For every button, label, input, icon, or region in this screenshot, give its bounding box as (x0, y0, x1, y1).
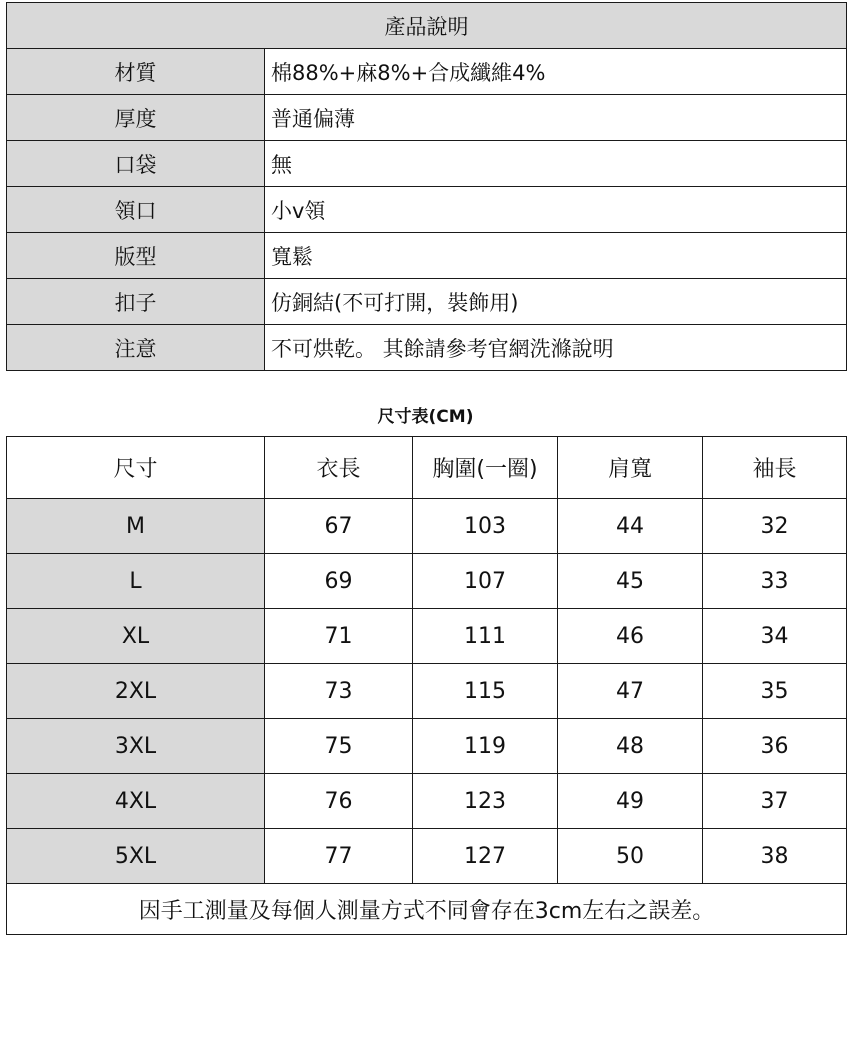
info-row-pocket (7, 141, 847, 187)
size-chart-note-row (7, 884, 847, 935)
info-row-collar (7, 187, 847, 233)
measurement-cell: 34 (703, 609, 847, 664)
measurement-cell: 103 (413, 499, 558, 554)
measurement-cell: 33 (703, 554, 847, 609)
measurement-cell: 37 (703, 774, 847, 829)
info-row-thickness (7, 95, 847, 141)
measurement-cell: 47 (558, 664, 703, 719)
table-row (7, 829, 847, 884)
size-label-cell: 2XL (7, 664, 265, 719)
product-info-title: 產品說明 (7, 3, 847, 49)
measurement-cell: 75 (265, 719, 413, 774)
measurement-cell: 115 (413, 664, 558, 719)
column-header-chest: 胸圍(一圈) (413, 437, 558, 499)
info-row-fit (7, 233, 847, 279)
size-label-cell: M (7, 499, 265, 554)
table-row (7, 499, 847, 554)
measurement-cell: 50 (558, 829, 703, 884)
measurement-cell: 76 (265, 774, 413, 829)
measurement-cell: 127 (413, 829, 558, 884)
measurement-cell: 71 (265, 609, 413, 664)
measurement-cell: 111 (413, 609, 558, 664)
info-value: 不可烘乾。 其餘請參考官網洗滌說明 (265, 325, 847, 371)
info-row-material (7, 49, 847, 95)
info-row-buttons (7, 279, 847, 325)
measurement-cell: 69 (265, 554, 413, 609)
size-label-cell: 5XL (7, 829, 265, 884)
table-row (7, 554, 847, 609)
info-value: 寬鬆 (265, 233, 847, 279)
product-info-table (6, 2, 847, 371)
table-row (7, 774, 847, 829)
size-chart-body (7, 499, 847, 884)
column-header-length: 衣長 (265, 437, 413, 499)
column-header-sleeve: 袖長 (703, 437, 847, 499)
measurement-cell: 48 (558, 719, 703, 774)
measurement-cell: 32 (703, 499, 847, 554)
info-label: 厚度 (7, 95, 265, 141)
info-row-notice (7, 325, 847, 371)
size-chart-header-row (7, 437, 847, 499)
info-value: 普通偏薄 (265, 95, 847, 141)
measurement-cell: 107 (413, 554, 558, 609)
info-value: 小v領 (265, 187, 847, 233)
measurement-cell: 73 (265, 664, 413, 719)
measurement-cell: 38 (703, 829, 847, 884)
measurement-cell: 46 (558, 609, 703, 664)
info-label: 口袋 (7, 141, 265, 187)
measurement-cell: 35 (703, 664, 847, 719)
measurement-cell: 119 (413, 719, 558, 774)
table-row (7, 664, 847, 719)
info-label: 注意 (7, 325, 265, 371)
size-label-cell: 3XL (7, 719, 265, 774)
column-header-shoulder: 肩寬 (558, 437, 703, 499)
info-value: 仿銅結(不可打開，裝飾用) (265, 279, 847, 325)
size-label-cell: 4XL (7, 774, 265, 829)
measurement-cell: 36 (703, 719, 847, 774)
size-chart-table (6, 436, 847, 935)
measurement-cell: 49 (558, 774, 703, 829)
measurement-cell: 45 (558, 554, 703, 609)
info-value: 棉88%+麻8%+合成纖維4% (265, 49, 847, 95)
info-label: 扣子 (7, 279, 265, 325)
measurement-cell: 123 (413, 774, 558, 829)
table-row (7, 609, 847, 664)
info-value: 無 (265, 141, 847, 187)
measurement-cell: 44 (558, 499, 703, 554)
info-label: 領口 (7, 187, 265, 233)
info-label: 材質 (7, 49, 265, 95)
table-row (7, 719, 847, 774)
measurement-cell: 77 (265, 829, 413, 884)
size-chart-heading: 尺寸表(CM) (377, 407, 474, 427)
measurement-cell: 67 (265, 499, 413, 554)
measurement-note: 因手工測量及每個人測量方式不同會存在3cm左右之誤差。 (7, 884, 847, 935)
size-label-cell: XL (7, 609, 265, 664)
column-header-size: 尺寸 (7, 437, 265, 499)
size-label-cell: L (7, 554, 265, 609)
info-label: 版型 (7, 233, 265, 279)
